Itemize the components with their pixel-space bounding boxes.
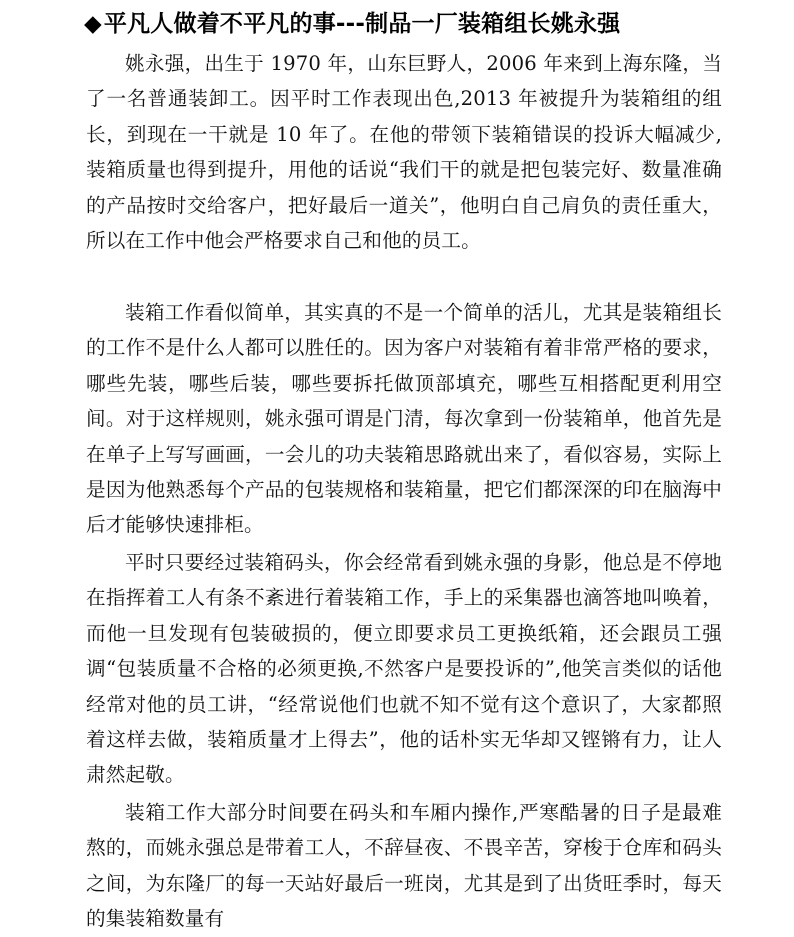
diamond-bullet-icon: ◆ bbox=[84, 11, 102, 37]
paragraph: 装箱工作大部分时间要在码头和车厢内操作,严寒酷暑的日子是最难熬的，而姚永强总是带着工人，不辞昼夜、不畏辛苦，穿梭于仓库和码头之间，为东隆厂的每一天站好最后一班岗，尤其是到了出货旺季时，每天的集装箱数量有 bbox=[86, 801, 722, 931]
page-title-text: 平凡人做着不平凡的事---制品一厂装箱组长姚永强 bbox=[103, 11, 621, 37]
paragraph: 装箱工作看似简单，其实真的不是一个简单的活儿，尤其是装箱组长的工作不是什么人都可以胜任的。因为客户对装箱有着非常严格的要求，哪些先装，哪些后装，哪些要拆托做顶部填充，哪些互相搭配更利用空间。对于这样规则，姚永强可谓是门清，每次拿到一份装箱单，他首先是在单子上写写画画，一会儿的功夫装箱思路就出来了，看似容易，实际上是因为他熟悉每个产品的包装规格和装箱量，把它们都深深的印在脑海中后才能够快速排柜。 bbox=[86, 301, 722, 537]
paragraph: 平时只要经过装箱码头，你会经常看到姚永强的身影，他总是不停地在指挥着工人有条不紊进行着装箱工作，手上的采集器也滴答地叫唤着，而他一旦发现有包装破损的，便立即要求员工更换纸箱，还会跟员工强调“包装质量不合格的必须更换,不然客户是要投诉的”,他笑言类似的话他经常对他的员工讲，“经常说他们也就不知不觉有这个意识了，大家都照着这样去做，装箱质量才上得去”，他的话朴实无华却又铿锵有力，让人肃然起敬。 bbox=[86, 551, 722, 787]
paragraph: 姚永强，出生于 1970 年，山东巨野人，2006 年来到上海东隆，当了一名普通装卸工。因平时工作表现出色,2013 年被提升为装箱组的组长，到现在一干就是 10 年了。在他的带领下装箱错误的投诉大幅减少,装箱质量也得到提升，用他的话说“我们干的就是把包装完好、数量准确的产品按时交给客户，把好最后一道关”，他明白自己肩负的责任重大，所以在工作中他会严格要求自己和他的员工。 bbox=[86, 52, 722, 253]
page-title bbox=[84, 6, 784, 42]
